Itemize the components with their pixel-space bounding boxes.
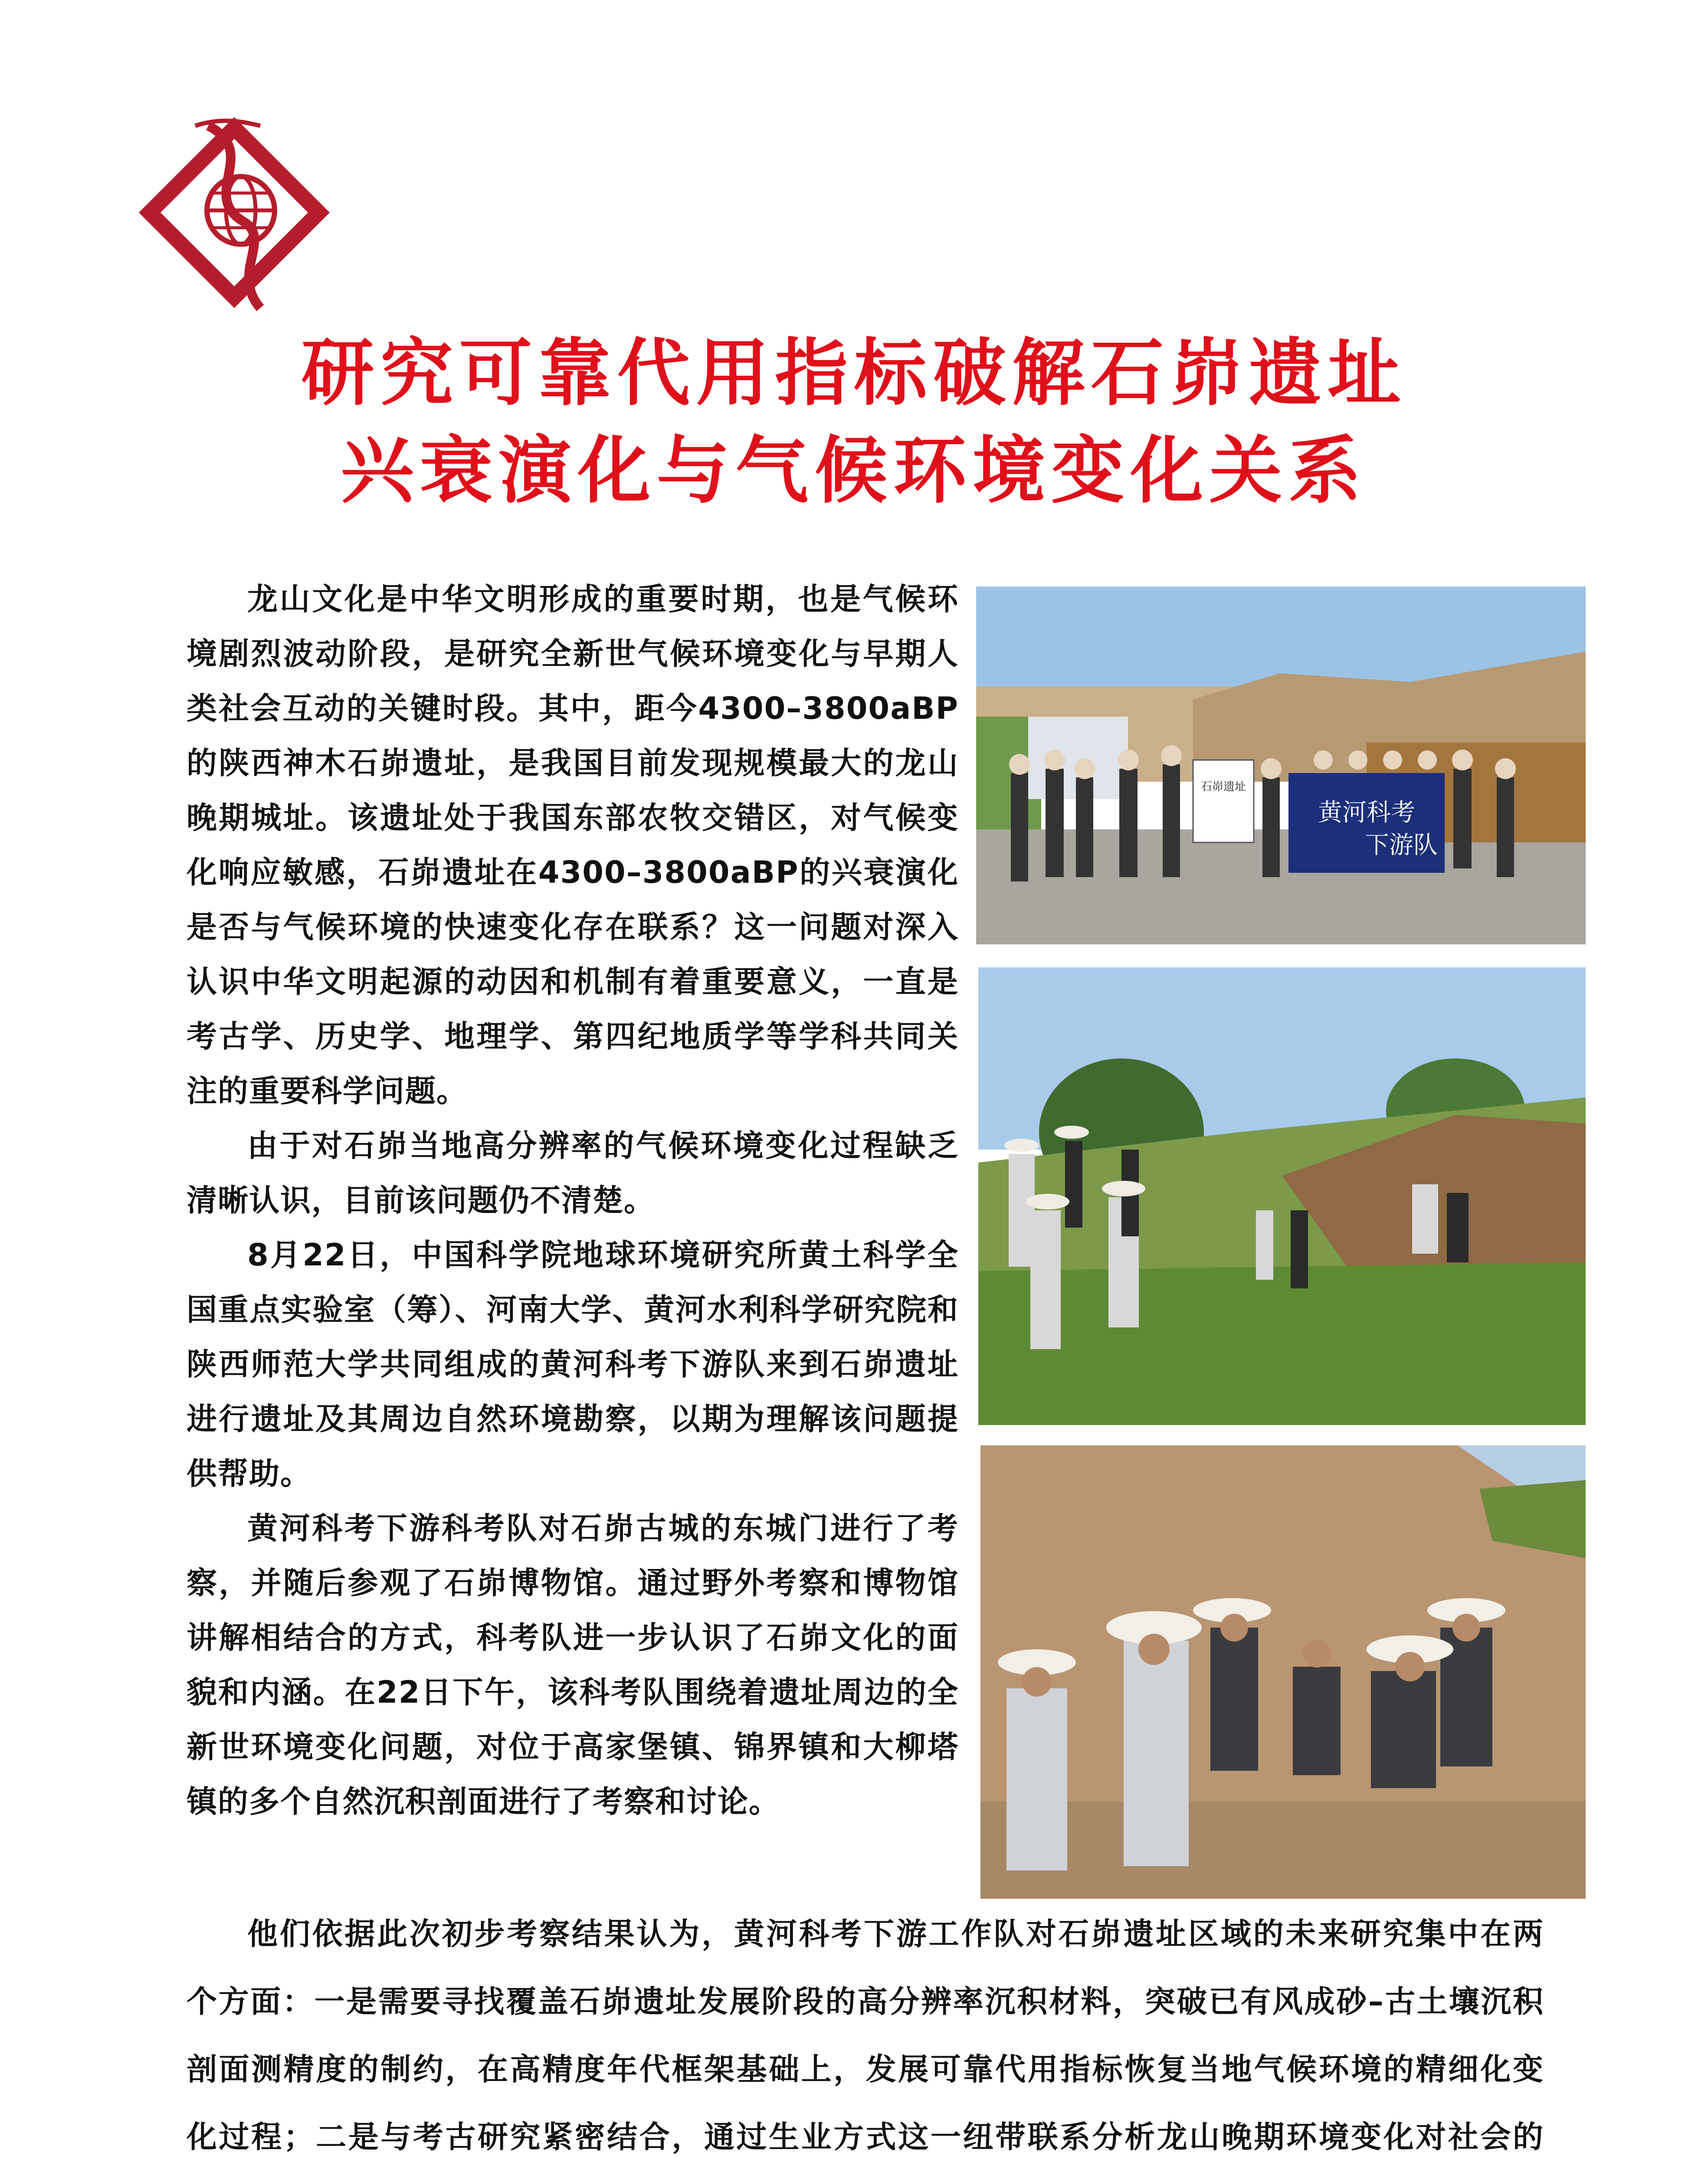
banner-line-2: 下游队 <box>1365 831 1438 859</box>
field-survey-photo <box>978 967 1586 1425</box>
article-conclusion <box>187 1900 1544 2169</box>
title-line-1: 研究可靠代用指标破解石峁遗址 <box>301 331 1407 416</box>
group-photo <box>976 586 1586 944</box>
paragraph-2: 由于对石峁当地高分辨率的气候环境变化过程缺乏清晰认识，目前该问题仍不清楚。 <box>187 1128 959 1218</box>
paragraph-4: 黄河科考下游科考队对石峁古城的东城门进行了考察，并随后参观了石峁博物馆。通过野外考察和博物馆讲解相结合的方式，科考队进一步认识了石峁文化的面貌和内涵。在22日下午，该科考队围绕着遗址周边的全新世环境变化问题，对位于高家堡镇、锦界镇和大柳塔镇的多个自然沉积剖面进行了考察和讨论。 <box>187 1510 959 1819</box>
site-sign-text: 石峁遗址 <box>1200 780 1246 793</box>
sediment-profile-photo <box>980 1445 1586 1899</box>
paragraph-1: 龙山文化是中华文明形成的重要时期，也是气候环境剧烈波动阶段，是研究全新世气候环境变化与早期人类社会互动的关键时段。其中，距今4300–3800aBP的陕西神木石峁遗址，是我国目前发现规模最大的龙山晚期城址。该遗址处于我国东部农牧交错区，对气候变化响应敏感，石峁遗址在4300–3800aBP的兴衰演化是否与气候环境的快速变化存在联系？这一问题对深入认识中华文明起源的动因和机制有着重要意义，一直是考古学、历史学、地理学、第四纪地质学等学科共同关注的重要科学问题。 <box>187 581 959 1109</box>
institute-logo <box>130 108 338 317</box>
title-line-2: 兴衰演化与气候环境变化关系 <box>341 428 1367 513</box>
paragraph-5: 他们依据此次初步考察结果认为，黄河科考下游工作队对石峁遗址区域的未来研究集中在两个方面：一是需要寻找覆盖石峁遗址发展阶段的高分辨率沉积材料，突破已有风成砂–古土壤沉积剖面测精度的制约，在高精度年代框架基础上，发展可靠代用指标恢复当地气候环境的精细化变化过程；二是与考古研究紧密结合，通过生业方式这一纽带联系分析龙山晚期环境变化对社会的 <box>187 1916 1544 2155</box>
banner-line-1: 黄河科考 <box>1318 799 1415 827</box>
paragraph-3: 8月22日，中国科学院地球环境研究所黄土科学全国重点实验室（筹）、河南大学、黄河水利科学研究院和陕西师范大学共同组成的黄河科考下游队来到石峁遗址进行遗址及其周边自然环境勘察，以期为理解该问题提供帮助。 <box>187 1237 959 1491</box>
article-column <box>187 572 959 1829</box>
